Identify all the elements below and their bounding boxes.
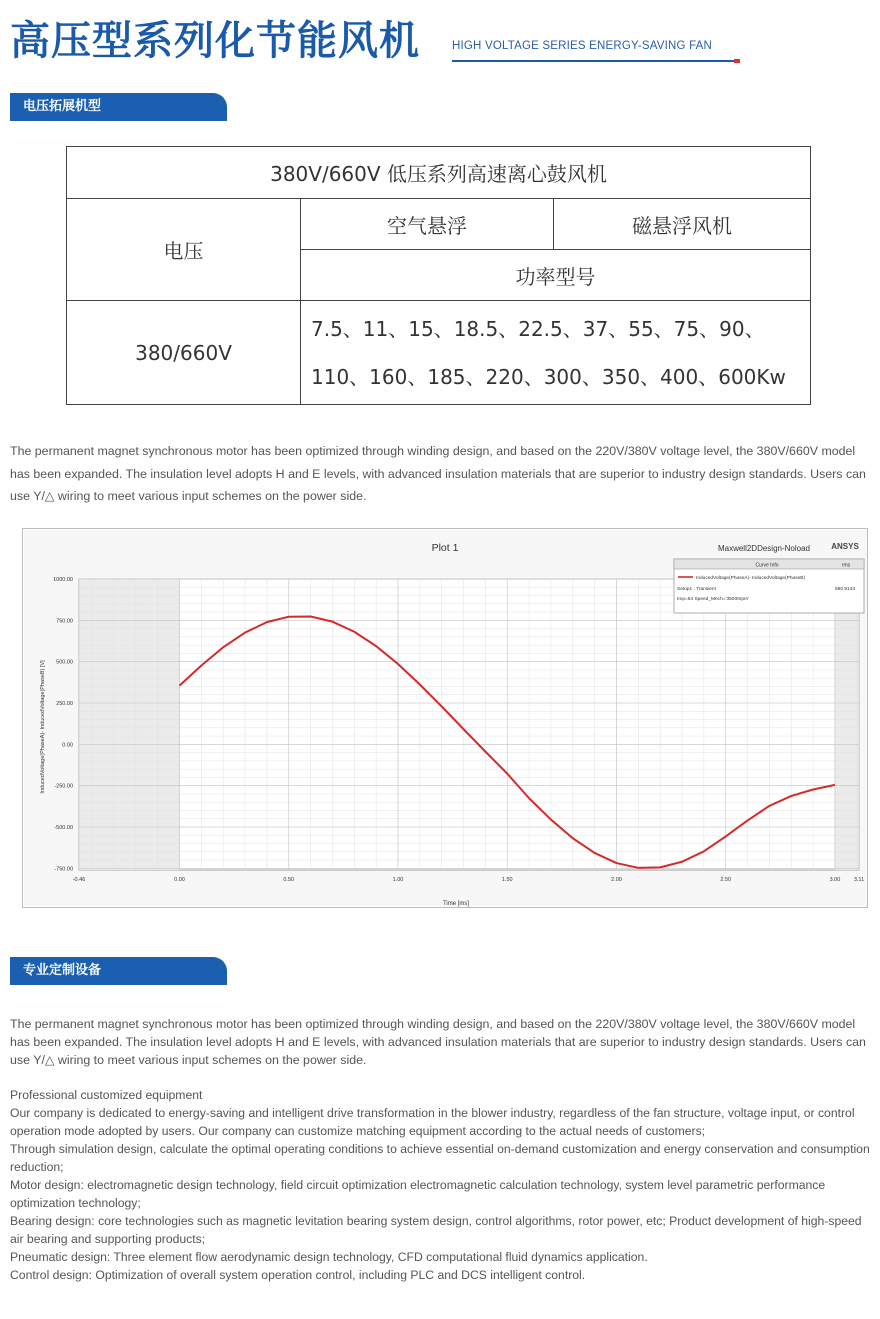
x-tick-label: 2.50	[720, 877, 732, 883]
custom-list-item: Pneumatic design: Three element flow aerodynamic design technology, CFD computational fluid dynamics application.	[10, 1250, 648, 1264]
y-tick-label: -500.00	[54, 825, 73, 832]
maglev-label: 磁悬浮风机	[554, 199, 811, 250]
title-underline-accent	[734, 59, 740, 63]
plot-brand: ANSYS	[831, 542, 859, 551]
plot-area	[79, 579, 859, 870]
custom-list-item: Motor design: electromagnetic design technology, field circuit optimization electromagnetic calculation technology, system level parametric performance optimization technology;	[10, 1178, 826, 1210]
legend-header: Curve Info	[755, 562, 779, 569]
custom-list-item: Control design: Optimization of overall system operation control, including PLC and DCS intelligent control.	[10, 1268, 586, 1282]
legend-header-right: rms	[841, 562, 851, 569]
plot-ylabel: InducedVoltage(PhaseA)- InducedVoltage(PhaseB) [V]	[40, 660, 46, 794]
power-model-label: 功率型号	[301, 250, 811, 301]
legend-series: InducedVoltage(PhaseA)- InducedVoltage(PhaseB)	[696, 576, 806, 581]
x-tick-label: 3.11	[853, 877, 865, 883]
intro-paragraph: The permanent magnet synchronous motor has been optimized through winding design, and based on the 220V/380V voltage level, the 380V/660V model has been expanded. The insulation level adopts H and E levels, with advanced insulation materials that are superior to industry design standards. Users can use Y/△ wiring to meet various input schemes on the power side.	[10, 444, 866, 503]
power-values	[301, 301, 811, 405]
plot-grid	[79, 579, 859, 870]
y-tick-label: -750.00	[54, 866, 73, 873]
air-bearing-label: 空气悬浮	[301, 199, 554, 250]
x-tick-label: 3.00	[829, 877, 841, 883]
plot-xlabel: Time [ms]	[442, 901, 470, 907]
y-tick-label: 1000.00	[53, 577, 73, 583]
custom-list-item: Through simulation design, calculate the optimal operating conditions to achieve essential on-demand customization and energy conservation and consumption reduction;	[10, 1142, 870, 1174]
y-tick-label: 0.00	[62, 742, 73, 749]
spec-table-title: 380V/660V 低压系列高速离心鼓风机	[67, 147, 811, 199]
legend-setup-value: 580.9133	[835, 587, 856, 592]
y-tick-label: 750.00	[56, 618, 73, 625]
section-tab-voltage: 电压拓展机型	[10, 93, 227, 121]
page-subtitle: HIGH VOLTAGE SERIES ENERGY-SAVING FAN	[452, 40, 713, 52]
section-tab-custom: 专业定制设备	[10, 957, 227, 985]
custom-paragraph: The permanent magnet synchronous motor has been optimized through winding design, and based on the 220V/380V voltage level, the 380V/660V model has been expanded. The insulation level adopts H and E levels, with advanced insulation materials that are superior to industry design standards. Users can use Y/△ wiring to meet various input schemes on the power side.	[10, 1017, 866, 1068]
y-tick-label: -250.00	[54, 783, 73, 790]
x-tick-label: 0.00	[174, 877, 185, 883]
plot-svg	[23, 529, 869, 909]
custom-list-item: Bearing design: core technologies such as magnetic levitation bearing system design, control algorithms, rotor power, etc; Product development of high-speed air bearing and supporting products;	[10, 1214, 862, 1246]
y-tick-label: 250.00	[56, 701, 73, 708]
voltage-value: 380/660V	[67, 301, 301, 405]
voltage-label: 电压	[67, 199, 301, 301]
title-underline	[452, 60, 738, 62]
custom-list	[10, 1086, 878, 1284]
legend-setup: Setup1 : Transient	[677, 587, 716, 592]
x-tick-label: 1.00	[392, 877, 404, 883]
power-values-line-1: 7.5、11、15、18.5、22.5、37、55、75、90、	[311, 316, 765, 341]
plot-shade-left	[79, 579, 180, 870]
spec-table	[66, 146, 811, 405]
x-tick-label: -0.46	[72, 877, 86, 883]
custom-list-item: Our company is dedicated to energy-saving and intelligent drive transformation in the blower industry, regardless of the fan structure, voltage input, or control operation mode adopted by users. Our company can customize matching equipment according to the actual needs of customers;	[10, 1106, 855, 1138]
power-values-line-2: 110、160、185、220、300、350、400、600Kw	[311, 364, 786, 389]
x-tick-label: 0.50	[283, 877, 295, 883]
page-title: 高压型系列化节能风机	[10, 18, 420, 64]
plot-title: Plot 1	[431, 542, 459, 554]
x-tick-label: 2.00	[611, 877, 622, 883]
page-header	[10, 14, 738, 68]
voltage-plot	[22, 528, 868, 908]
y-tick-label: 500.00	[56, 659, 73, 666]
legend-param: Imp=54 Speed_Mech='35000rpm'	[677, 597, 749, 602]
plot-design-label: Maxwell2DDesign-Noload	[717, 544, 810, 553]
custom-list-item: Professional customized equipment	[10, 1088, 203, 1102]
plot-shade-right	[835, 579, 859, 870]
plot-legend	[674, 559, 864, 613]
x-tick-label: 1.50	[501, 877, 513, 883]
